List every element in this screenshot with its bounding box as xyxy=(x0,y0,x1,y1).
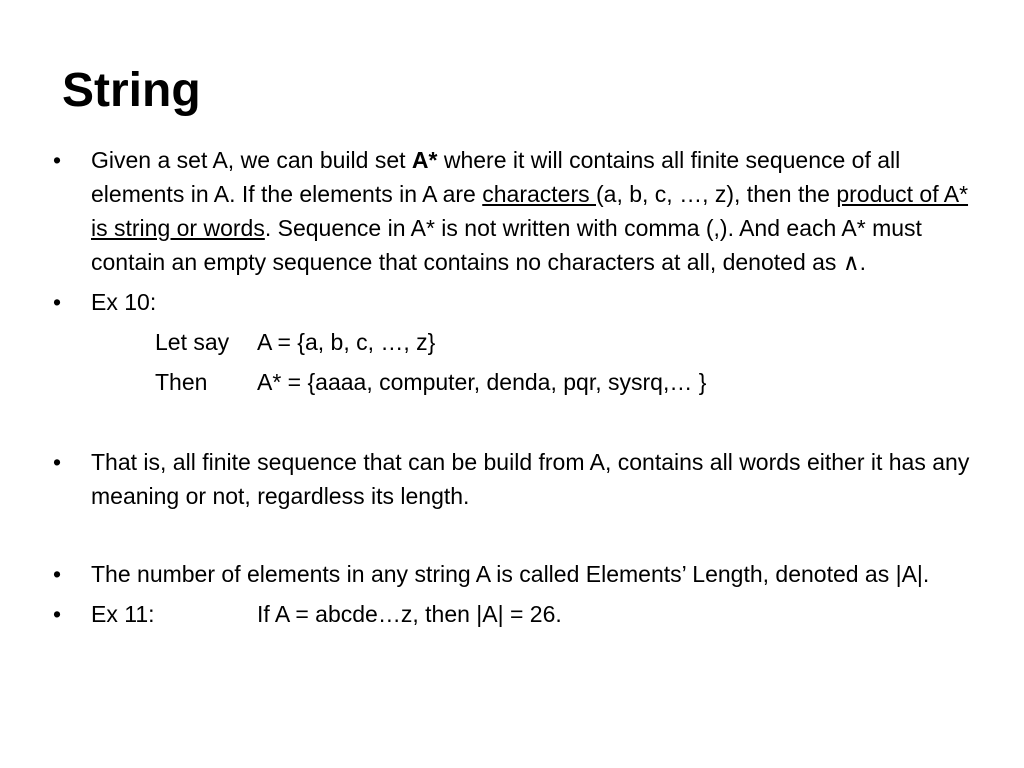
bullet-marker: • xyxy=(53,449,62,475)
text: That is, all finite sequence that can be build from A, contains all words either it has any meaning or not, regardless its length. xyxy=(91,449,970,509)
example-10-line-2 xyxy=(50,365,970,399)
example-value: If A = abcde…z, then |A| = 26. xyxy=(257,601,562,627)
example-10-line-1 xyxy=(50,325,970,359)
text: (a, b, c, …, z), then the xyxy=(596,181,837,207)
text: . xyxy=(859,249,867,275)
example-line-label: Let say xyxy=(155,329,230,355)
bullet-marker: • xyxy=(53,601,62,627)
bullet-item-example-10 xyxy=(50,285,970,319)
text: where it will contains all finite sequence of all elements in A. If the elements in A are xyxy=(91,147,901,207)
slide-title: String xyxy=(62,64,201,117)
empty-sequence-symbol: ∧ xyxy=(842,249,860,275)
underlined-term: characters xyxy=(482,181,596,207)
bullet-item-explanation xyxy=(50,445,970,513)
text: The number of elements in any string A is called Elements’ Length, denoted as |A|. xyxy=(91,561,930,587)
bullet-marker: • xyxy=(53,561,62,587)
example-line-label: Then xyxy=(155,369,208,395)
slide-content xyxy=(50,143,970,631)
example-label: Ex 11: xyxy=(91,601,155,627)
underlined-term: product of A* is string or words xyxy=(91,181,969,241)
bold-term: A* xyxy=(411,147,438,173)
example-line-value: A = {a, b, c, …, z} xyxy=(257,329,436,355)
bullet-item-example-11 xyxy=(50,597,970,631)
bullet-marker: • xyxy=(53,289,62,315)
example-label: Ex 10: xyxy=(91,289,157,315)
text: . Sequence in A* is not written with comma (,). And each A* must contain an empty sequence that contains no characters at all, denoted as xyxy=(91,215,922,275)
example-line-value: A* = {aaaa, computer, denda, pqr, sysrq,… } xyxy=(257,369,707,395)
text: Given a set A, we can build set xyxy=(91,147,412,173)
bullet-marker: • xyxy=(53,147,62,173)
bullet-item-length xyxy=(50,557,970,591)
bullet-item-definition xyxy=(50,143,970,279)
